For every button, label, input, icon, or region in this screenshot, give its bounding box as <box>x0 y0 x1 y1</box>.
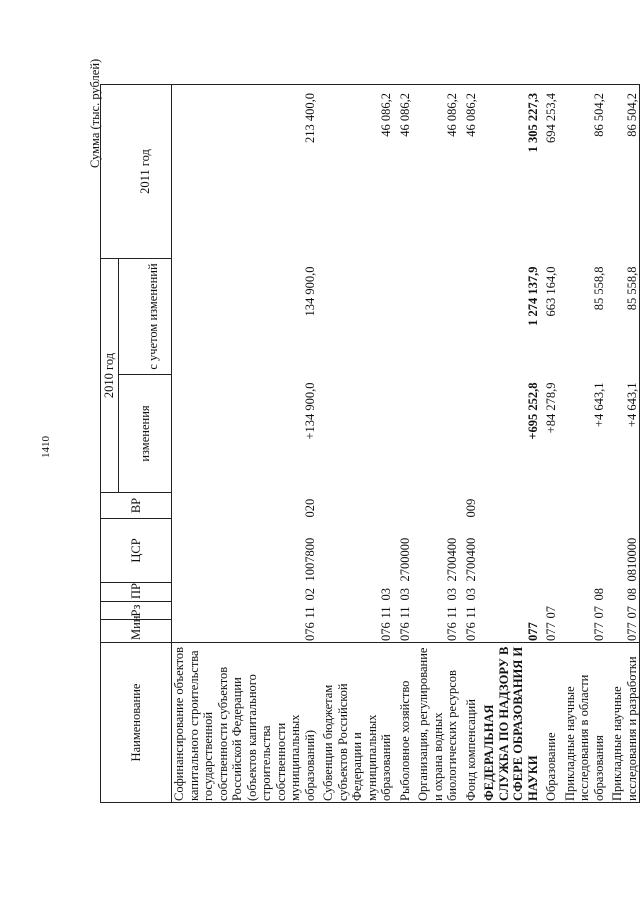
table-row <box>317 84 394 802</box>
row-changes: +4 643,1 <box>591 382 606 428</box>
row-changes <box>317 375 394 493</box>
row-pr: 02 <box>302 588 317 601</box>
row-2011: 46 086,2 <box>317 84 394 258</box>
row-with-changes <box>394 258 413 374</box>
row-with-changes <box>317 258 394 374</box>
row-changes <box>394 375 413 493</box>
row-changes <box>412 375 460 493</box>
row-pr <box>540 583 559 602</box>
row-pr: 08 <box>591 588 606 601</box>
row-min: 076 <box>397 622 412 641</box>
row-min: 076 <box>445 622 459 641</box>
page-number: 1410 <box>40 436 52 458</box>
row-with-changes: 134 900,0 <box>302 266 317 317</box>
row-changes: +695 252,8 <box>525 382 540 440</box>
header-changes: изменения <box>119 375 172 493</box>
row-name: Субвенции бюджетам субъектов Российской Федерации и муниципальных образований <box>317 643 394 803</box>
row-2011: 694 253,4 <box>540 84 559 258</box>
table-row <box>412 84 460 802</box>
row-rz: 07 <box>606 602 640 620</box>
header-year-2010: 2010 год <box>101 258 119 492</box>
row-vr <box>317 493 394 519</box>
row-pr: 03 <box>397 588 412 601</box>
budget-table <box>100 84 640 803</box>
row-rz: 07 <box>591 606 606 619</box>
header-pr: ПР <box>101 583 172 602</box>
header-with-changes-top <box>119 258 136 374</box>
row-name: ФЕДЕРАЛЬНАЯ СЛУЖБА ПО НАДЗОРУ В СФЕРЕ ОБРАЗОВАНИЯ И НАУКИ <box>478 643 540 803</box>
table-row <box>606 84 640 802</box>
row-min: 076 <box>302 622 317 641</box>
row-min: 077 <box>525 622 540 641</box>
row-2011: 46 086,2 <box>412 84 460 258</box>
row-csr: 2700000 <box>397 537 412 582</box>
row-2011: 46 086,2 <box>460 84 479 258</box>
row-2011: 1 305 227,3 <box>478 84 540 258</box>
row-name: Организация, регулирование и охрана водных биологических ресурсов <box>412 643 460 803</box>
row-csr <box>317 519 394 583</box>
row-rz <box>478 602 540 620</box>
header-2011-top <box>101 84 119 258</box>
row-name: Образование <box>540 643 559 803</box>
row-name: Рыболовное хозяйство <box>394 643 413 803</box>
row-vr <box>478 493 540 519</box>
row-with-changes <box>460 258 479 374</box>
row-csr: 1007800 <box>302 537 317 582</box>
row-vr <box>412 493 460 519</box>
row-2011: 213 400,0 <box>172 84 318 258</box>
row-with-changes: 85 558,8 <box>606 258 640 374</box>
row-min: 077 <box>606 620 640 643</box>
row-pr: 08 <box>606 583 640 602</box>
row-csr <box>478 519 540 583</box>
table-row <box>478 84 540 802</box>
row-with-changes: 85 558,8 <box>591 266 606 311</box>
header-min: Мин <box>101 620 172 643</box>
row-name: Прикладные научные исследования в области образования <box>559 643 607 803</box>
row-name: Фонд компенсаций <box>460 643 479 803</box>
table-row <box>559 84 607 802</box>
row-2011: 86 504,2 <box>559 84 607 258</box>
row-vr: 020 <box>302 498 317 518</box>
row-changes <box>460 375 479 493</box>
table-row <box>394 84 413 802</box>
row-rz: 11 <box>463 606 478 619</box>
row-vr <box>559 493 607 519</box>
table-body <box>172 84 640 802</box>
row-pr: 03 <box>379 588 393 601</box>
unit-note: Сумма (тыс. рублей) <box>88 58 102 168</box>
row-vr: 009 <box>463 498 478 518</box>
row-2011: 86 504,2 <box>606 84 640 258</box>
header-year-2011: 2011 год <box>119 84 172 258</box>
row-min: 076 <box>379 622 393 641</box>
header-with-changes: с учетом изменений <box>135 258 172 374</box>
row-changes: +4 643,1 <box>606 375 640 493</box>
table-row <box>172 84 318 802</box>
row-csr <box>559 519 607 583</box>
row-pr: 03 <box>445 588 459 601</box>
header-rz: Рз <box>101 602 172 620</box>
row-with-changes: 1 274 137,9 <box>525 266 540 326</box>
row-vr <box>606 493 640 519</box>
row-rz: 11 <box>302 606 317 619</box>
row-rz: 11 <box>445 606 459 619</box>
row-2011: 46 086,2 <box>394 84 413 258</box>
row-csr: 2700400 <box>445 537 459 582</box>
row-vr <box>394 493 413 519</box>
row-vr <box>540 493 559 519</box>
table-row <box>540 84 559 802</box>
row-csr: 2700400 <box>463 537 478 582</box>
row-with-changes <box>412 258 460 374</box>
row-rz: 11 <box>397 606 412 619</box>
header-csr: ЦСР <box>101 519 172 583</box>
row-changes: +84 278,9 <box>544 382 558 434</box>
row-min: 077 <box>591 622 606 641</box>
table-row <box>460 84 479 802</box>
row-rz: 11 <box>379 606 393 619</box>
row-rz: 07 <box>544 606 558 619</box>
row-min: 077 <box>544 622 558 641</box>
row-pr: 03 <box>463 588 478 601</box>
row-csr: 0810000 <box>606 519 640 583</box>
row-csr <box>540 519 559 583</box>
row-min: 076 <box>463 622 478 641</box>
row-pr <box>478 583 540 602</box>
row-name: Прикладные научные исследования и разработки <box>606 643 640 803</box>
header-vr: ВР <box>101 493 172 519</box>
row-name: Софинансирование объектов капитального строительства государственной собственности субъектов Российской Федерации (объектов капитального строительства собственности муниципальных образований) <box>172 643 318 803</box>
row-with-changes: 663 164,0 <box>544 266 558 317</box>
row-changes: +134 900,0 <box>302 382 317 440</box>
header-name: Наименование <box>101 643 172 803</box>
